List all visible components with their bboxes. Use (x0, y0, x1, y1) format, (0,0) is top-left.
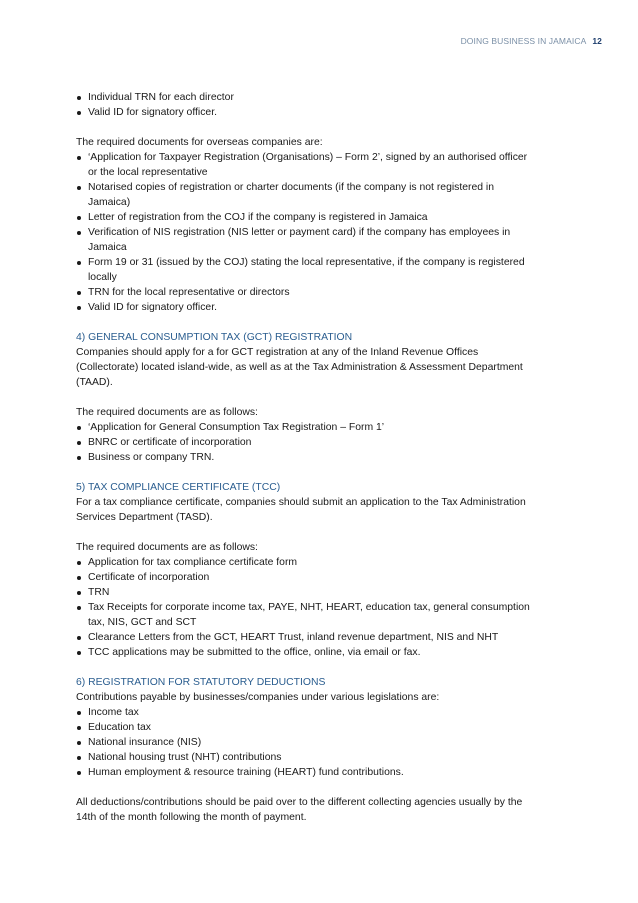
gct-heading: 4) GENERAL CONSUMPTION TAX (GCT) REGISTRATION (76, 332, 353, 343)
list-item: National insurance (NIS) (76, 735, 531, 750)
statutory-intro: Contributions payable by businesses/companies under various legislations are: (76, 692, 440, 703)
list-item: Business or company TRN. (76, 450, 531, 465)
overseas-intro: The required documents for overseas companies are: (76, 137, 323, 148)
document-body (76, 90, 531, 825)
statutory-heading: 6) REGISTRATION FOR STATUTORY DEDUCTIONS (76, 677, 326, 688)
gct-documents-list (76, 420, 531, 465)
tcc-body: For a tax compliance certificate, companies should submit an application to the Tax Administration Services Department (TASD). (76, 497, 526, 523)
header-title: DOING BUSINESS IN JAMAICA (460, 36, 587, 46)
list-item: Verification of NIS registration (NIS letter or payment card) if the company has employees in Jamaica (76, 225, 531, 255)
list-item: TRN for the local representative or directors (76, 285, 531, 300)
list-item: Notarised copies of registration or charter documents (if the company is not registered in Jamaica) (76, 180, 531, 210)
page-header (461, 36, 602, 46)
list-item: BNRC or certificate of incorporation (76, 435, 531, 450)
list-item: Individual TRN for each director (76, 90, 531, 105)
tcc-intro: The required documents are as follows: (76, 542, 258, 553)
list-item: Tax Receipts for corporate income tax, PAYE, NHT, HEART, education tax, general consumption tax, NIS, GCT and SCT (76, 600, 531, 630)
list-item: Clearance Letters from the GCT, HEART Trust, inland revenue department, NIS and NHT (76, 630, 531, 645)
list-item: TRN (76, 585, 531, 600)
list-item: National housing trust (NHT) contributions (76, 750, 531, 765)
gct-intro: The required documents are as follows: (76, 407, 258, 418)
list-item: ‘Application for General Consumption Tax Registration – Form 1’ (76, 420, 531, 435)
list-item: Application for tax compliance certificate form (76, 555, 531, 570)
statutory-deductions-list (76, 705, 531, 780)
gct-body: Companies should apply for a for GCT registration at any of the Inland Revenue Offices (Collectorate) located island-wide, as well as at the Tax Administration & Assessment Department (TAAD). (76, 347, 523, 388)
overseas-documents-list (76, 150, 531, 315)
list-item: Valid ID for signatory officer. (76, 300, 531, 315)
list-item: Letter of registration from the COJ if the company is registered in Jamaica (76, 210, 531, 225)
statutory-closing: All deductions/contributions should be paid over to the different collecting agencies usually by the 14th of the month following the month of payment. (76, 797, 523, 823)
list-item: Income tax (76, 705, 531, 720)
director-requirements-list (76, 90, 531, 120)
list-item: TCC applications may be submitted to the office, online, via email or fax. (76, 645, 531, 660)
list-item: Form 19 or 31 (issued by the COJ) stating the local representative, if the company is registered locally (76, 255, 531, 285)
list-item: Certificate of incorporation (76, 570, 531, 585)
page-number: 12 (592, 36, 602, 46)
list-item: Education tax (76, 720, 531, 735)
list-item: Human employment & resource training (HEART) fund contributions. (76, 765, 531, 780)
tcc-heading: 5) TAX COMPLIANCE CERTIFICATE (TCC) (76, 482, 281, 493)
list-item: ‘Application for Taxpayer Registration (Organisations) – Form 2’, signed by an authorised officer or the local representative (76, 150, 531, 180)
list-item: Valid ID for signatory officer. (76, 105, 531, 120)
tcc-documents-list (76, 555, 531, 660)
